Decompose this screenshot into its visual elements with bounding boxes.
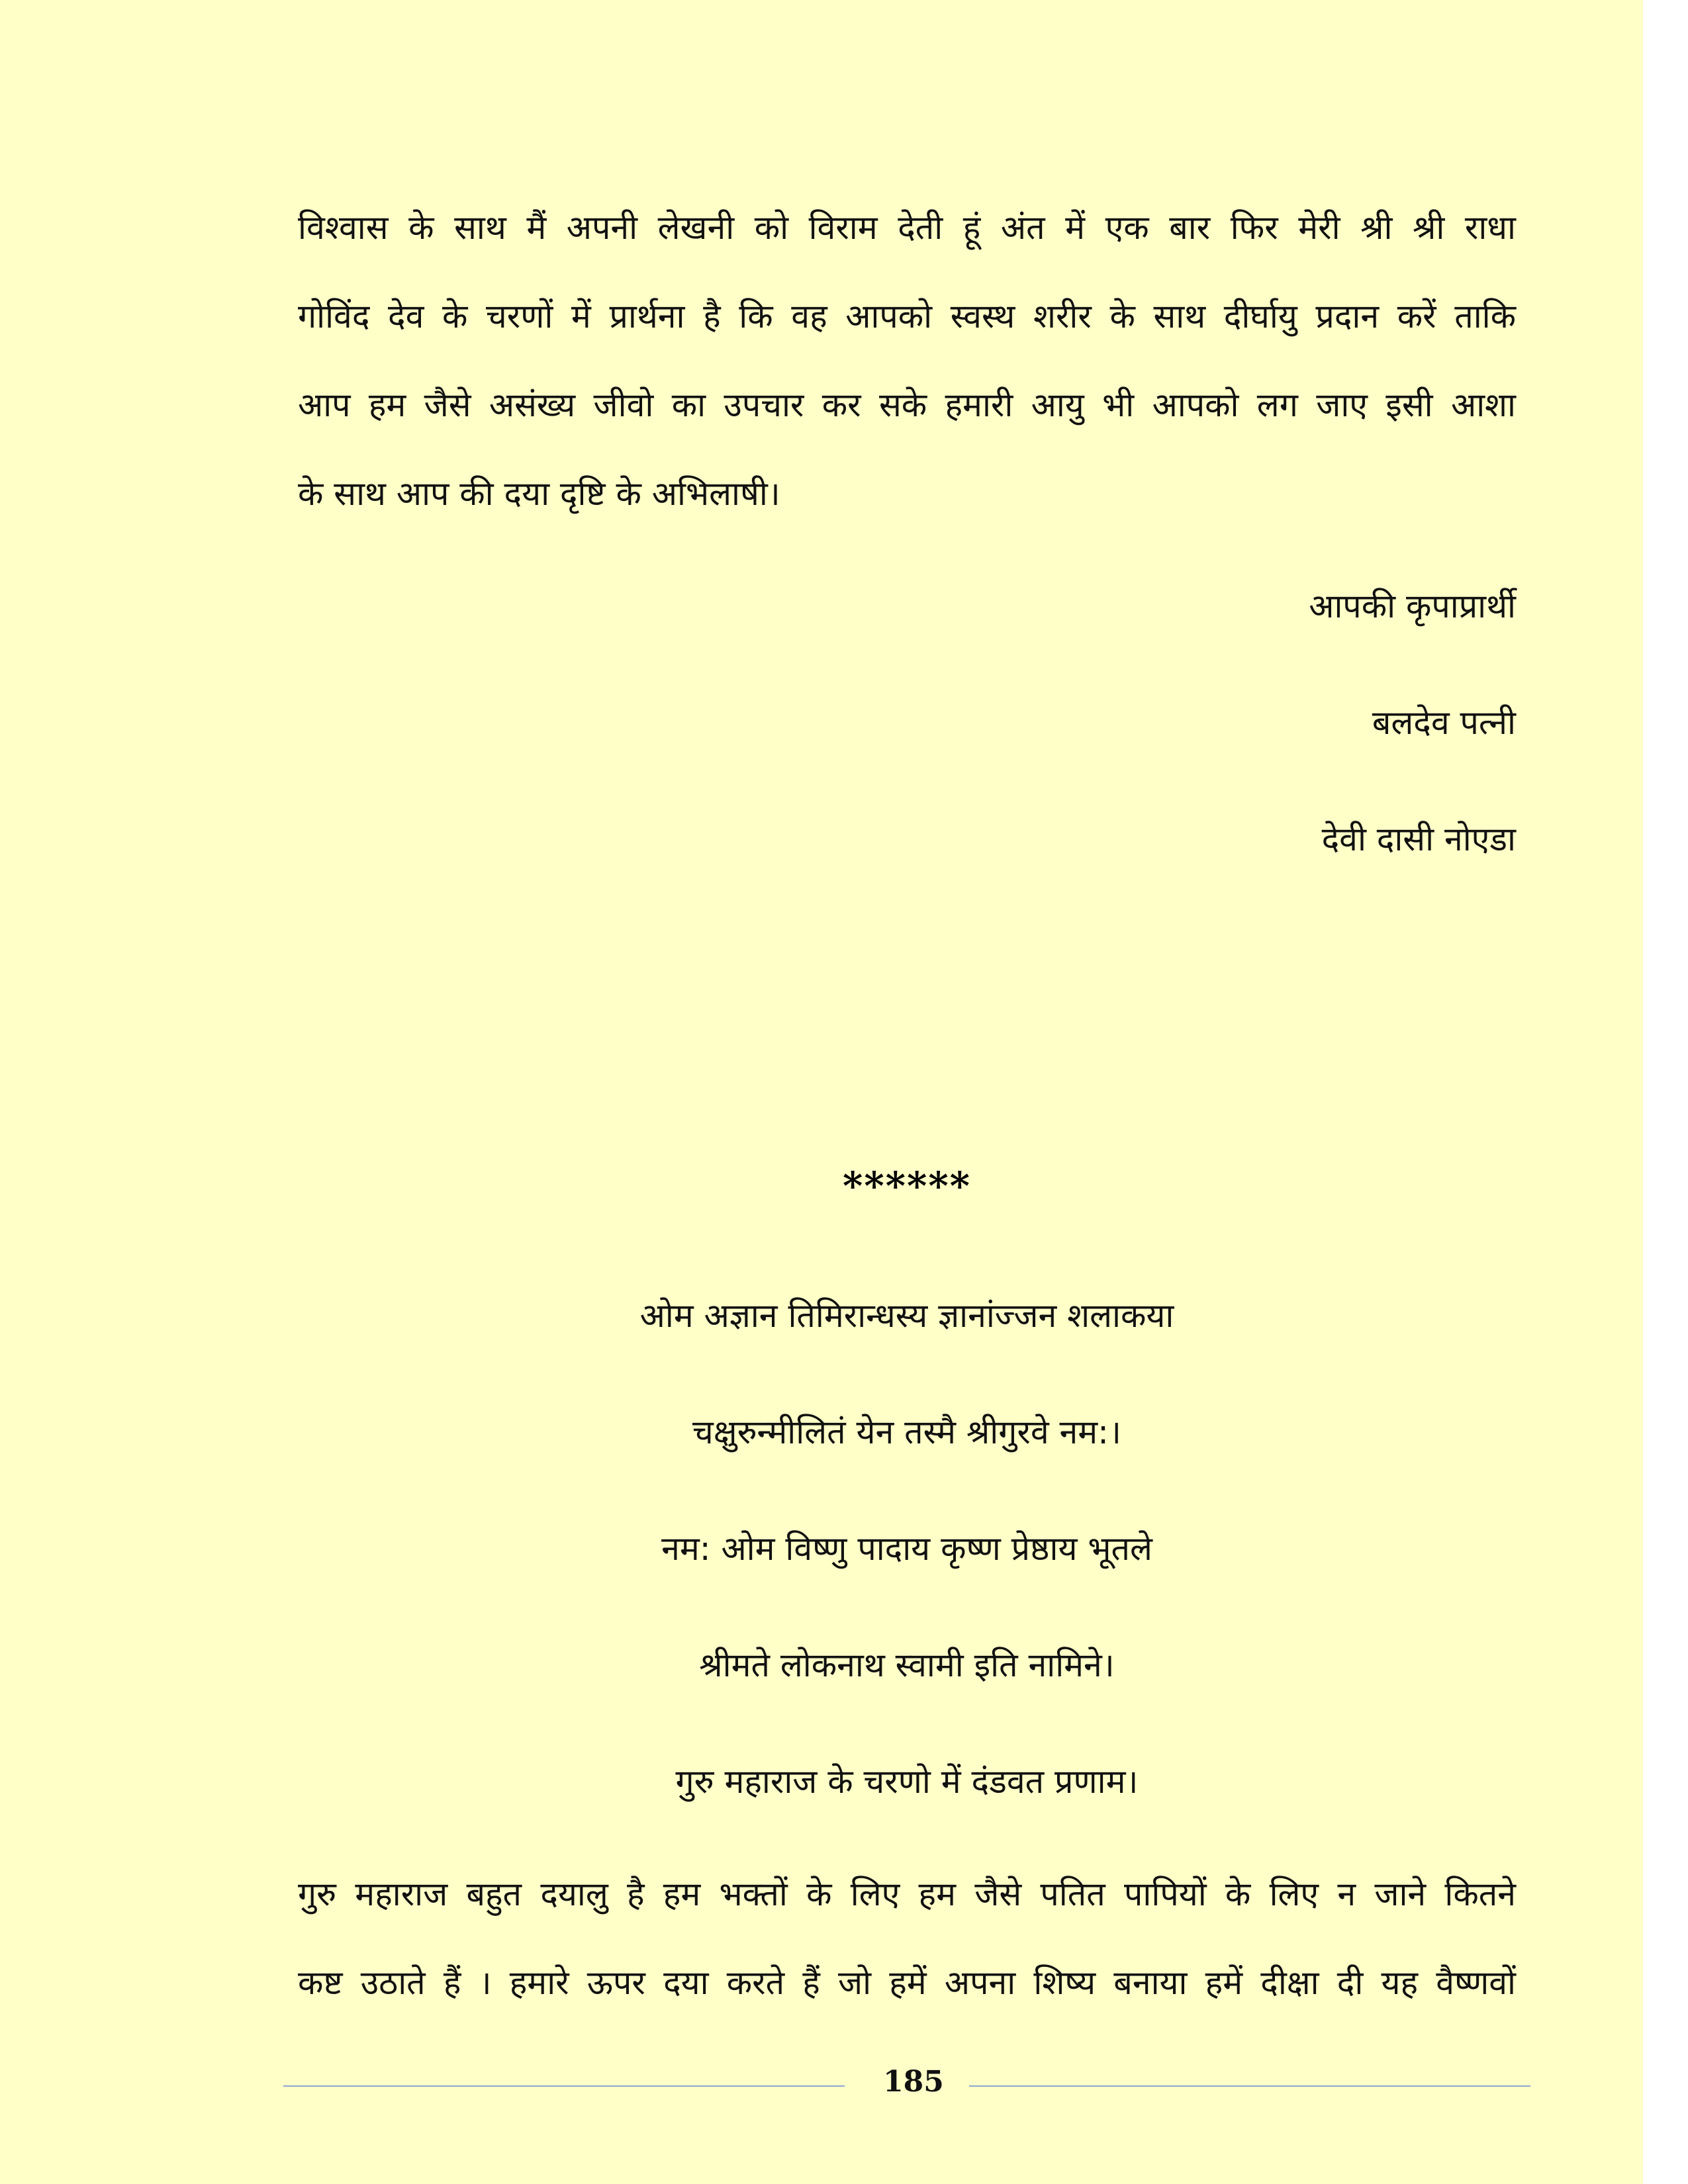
footer-rule-left <box>283 2085 845 2087</box>
prayer-line-3: नम: ओम विष्णु पादाय कृष्ण प्रेष्ठाय भूतले <box>661 1529 1152 1568</box>
paragraph-1 <box>298 183 1516 538</box>
paragraph-1-line-3: आप हम जैसे असंख्य जीवो का उपचार कर सके हमारी आयु भी आपको लग जाए इसी आशा <box>298 386 1516 424</box>
paragraph-1-line-4: के साथ आप की दया दृष्टि के अभिलाषी। <box>298 475 780 513</box>
section-separator: ****** <box>843 1163 971 1208</box>
paragraph-2-line-1: गुरु महाराज बहुत दयालु है हम भक्तों के लिए हम जैसे पतित पापियों के लिए न जाने कितने <box>298 1875 1516 1913</box>
signature-place: देवी दासी नोएडा <box>1321 820 1516 858</box>
prayer-line-1: ओम अज्ञान तिमिरान्धस्य ज्ञानांज्जन शलाकया <box>639 1297 1174 1335</box>
signature-closing: आपकी कृपाप्रार्थी <box>1309 587 1516 625</box>
signature-name: बलदेव पत्नी <box>1372 704 1516 742</box>
prayer-line-5: गुरु महाराज के चरणो में दंडवत प्रणाम। <box>675 1762 1139 1801</box>
prayer-line-4: श्रीमते लोकनाथ स्वामी इति नामिने। <box>699 1646 1115 1684</box>
prayer-line-2: चक्षुरुन्मीलितं येन तस्मै श्रीगुरवे नम:। <box>692 1413 1121 1451</box>
paragraph-1-line-2: गोविंद देव के चरणों में प्रार्थना है कि वह आपको स्वस्थ शरीर के साथ दीर्घायु प्रदान करें ताकि <box>298 297 1516 336</box>
paragraph-2 <box>298 1850 1516 2027</box>
paragraph-2-line-2: कष्ट उठाते हैं । हमारे ऊपर दया करते हैं जो हमें अपना शिष्य बनाया हमें दीक्षा दी यह वैष्णवों <box>298 1964 1516 2002</box>
footer-rule-right <box>969 2085 1530 2087</box>
paragraph-1-line-1: विश्वास के साथ मैं अपनी लेखनी को विराम देती हूं अंत में एक बार फिर मेरी श्री श्री राधा <box>298 208 1516 247</box>
page-number: 185 <box>883 2065 944 2099</box>
